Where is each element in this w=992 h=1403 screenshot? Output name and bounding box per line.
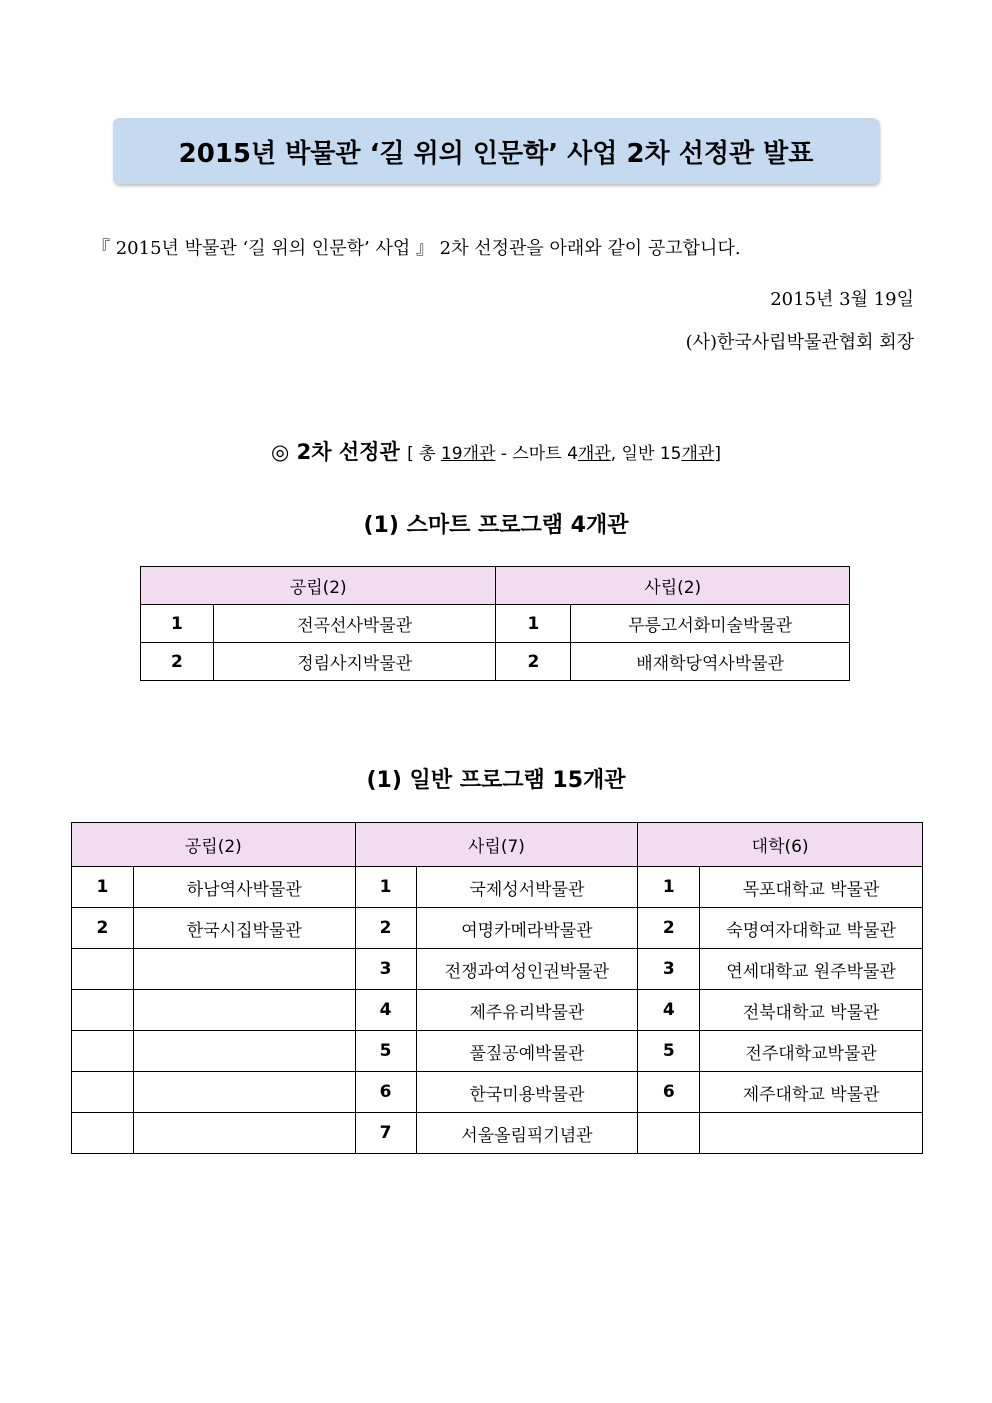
cell-number — [638, 1113, 700, 1154]
smart-program-table — [140, 566, 850, 681]
summary-smart-unit: 개관 — [577, 444, 611, 464]
table-row — [72, 990, 923, 1031]
cell-number — [72, 990, 134, 1031]
section-heading — [0, 436, 992, 466]
cell-museum — [133, 1031, 355, 1072]
summary-general-unit: 개관 — [681, 444, 715, 464]
table-row — [72, 949, 923, 990]
cell-museum: 전곡선사박물관 — [213, 605, 496, 643]
cell-number: 3 — [638, 949, 700, 990]
cell-museum: 하남역사박물관 — [133, 867, 355, 908]
cell-museum — [133, 949, 355, 990]
announcement-date: 2015년 3월 19일 — [770, 289, 914, 310]
cell-museum: 제주유리박물관 — [416, 990, 638, 1031]
summary-total-unit: 개관 — [462, 444, 496, 464]
cell-number: 6 — [355, 1072, 416, 1113]
document-title — [113, 118, 879, 184]
cell-museum — [700, 1113, 923, 1154]
general-program-table — [71, 822, 923, 1154]
cell-number: 1 — [141, 605, 214, 643]
cell-museum: 서울올림픽기념관 — [416, 1113, 638, 1154]
cell-museum: 정림사지박물관 — [213, 643, 496, 681]
cell-number: 2 — [496, 643, 571, 681]
section-heading-prefix: ◎ 2차 선정관 — [271, 440, 400, 464]
header-public: 공립(2) — [72, 823, 356, 867]
document-title-text: 2015년 박물관 ‘길 위의 인문학’ 사업 2차 선정관 발표 — [178, 138, 814, 169]
cell-number: 7 — [355, 1113, 416, 1154]
signer-name: (사)한국사립박물관협회 회장 — [685, 332, 914, 353]
cell-museum: 한국미용박물관 — [416, 1072, 638, 1113]
cell-number — [72, 1113, 134, 1154]
cell-number: 3 — [355, 949, 416, 990]
summary-open: [ 총 — [407, 444, 441, 464]
summary-smart-label: - 스마트 — [495, 444, 568, 464]
cell-museum: 전쟁과여성인권박물관 — [416, 949, 638, 990]
cell-museum — [133, 1113, 355, 1154]
summary-close: ] — [714, 444, 721, 464]
summary-smart-count: 4 — [567, 444, 578, 464]
smart-program-heading: (1) 스마트 프로그램 4개관 — [363, 513, 629, 538]
cell-museum: 여명카메라박물관 — [416, 908, 638, 949]
header-private: 사립(2) — [496, 567, 850, 605]
summary-general-count: 15 — [659, 444, 682, 464]
cell-museum: 숙명여자대학교 박물관 — [700, 908, 923, 949]
cell-number: 2 — [72, 908, 134, 949]
intro-text: 『 2015년 박물관 ‘길 위의 인문학’ 사업 』 2차 선정관을 아래와 같이 공고합니다. — [92, 238, 741, 259]
cell-number: 6 — [638, 1072, 700, 1113]
cell-number: 1 — [355, 867, 416, 908]
table-header-row — [72, 823, 923, 867]
table-row — [72, 1031, 923, 1072]
cell-museum — [133, 990, 355, 1031]
cell-museum: 목포대학교 박물관 — [700, 867, 923, 908]
cell-museum: 제주대학교 박물관 — [700, 1072, 923, 1113]
cell-number — [72, 949, 134, 990]
summary-total-count: 19 — [440, 444, 463, 464]
cell-number: 2 — [141, 643, 214, 681]
cell-number: 1 — [72, 867, 134, 908]
header-public: 공립(2) — [141, 567, 496, 605]
table-row — [72, 1113, 923, 1154]
cell-museum: 전주대학교박물관 — [700, 1031, 923, 1072]
cell-number: 4 — [355, 990, 416, 1031]
cell-museum: 풀짚공예박물관 — [416, 1031, 638, 1072]
cell-museum: 국제성서박물관 — [416, 867, 638, 908]
cell-museum: 연세대학교 원주박물관 — [700, 949, 923, 990]
table-row — [141, 643, 850, 681]
table-row — [72, 908, 923, 949]
cell-number: 2 — [638, 908, 700, 949]
table-row — [141, 605, 850, 643]
table-row — [72, 1072, 923, 1113]
cell-number — [72, 1072, 134, 1113]
cell-number — [72, 1031, 134, 1072]
header-private: 사립(7) — [355, 823, 638, 867]
cell-number: 2 — [355, 908, 416, 949]
table-header-row — [141, 567, 850, 605]
cell-number: 1 — [496, 605, 571, 643]
cell-number: 4 — [638, 990, 700, 1031]
cell-number: 5 — [638, 1031, 700, 1072]
cell-number: 5 — [355, 1031, 416, 1072]
table-row — [72, 867, 923, 908]
cell-museum — [133, 1072, 355, 1113]
cell-museum: 한국시집박물관 — [133, 908, 355, 949]
header-university: 대학(6) — [638, 823, 923, 867]
cell-museum: 무릉고서화미술박물관 — [571, 605, 850, 643]
section-heading-summary — [407, 444, 721, 464]
cell-number: 1 — [638, 867, 700, 908]
general-program-heading: (1) 일반 프로그램 15개관 — [366, 768, 626, 793]
cell-museum: 배재학당역사박물관 — [571, 643, 850, 681]
summary-general-label: , 일반 — [610, 444, 660, 464]
cell-museum: 전북대학교 박물관 — [700, 990, 923, 1031]
